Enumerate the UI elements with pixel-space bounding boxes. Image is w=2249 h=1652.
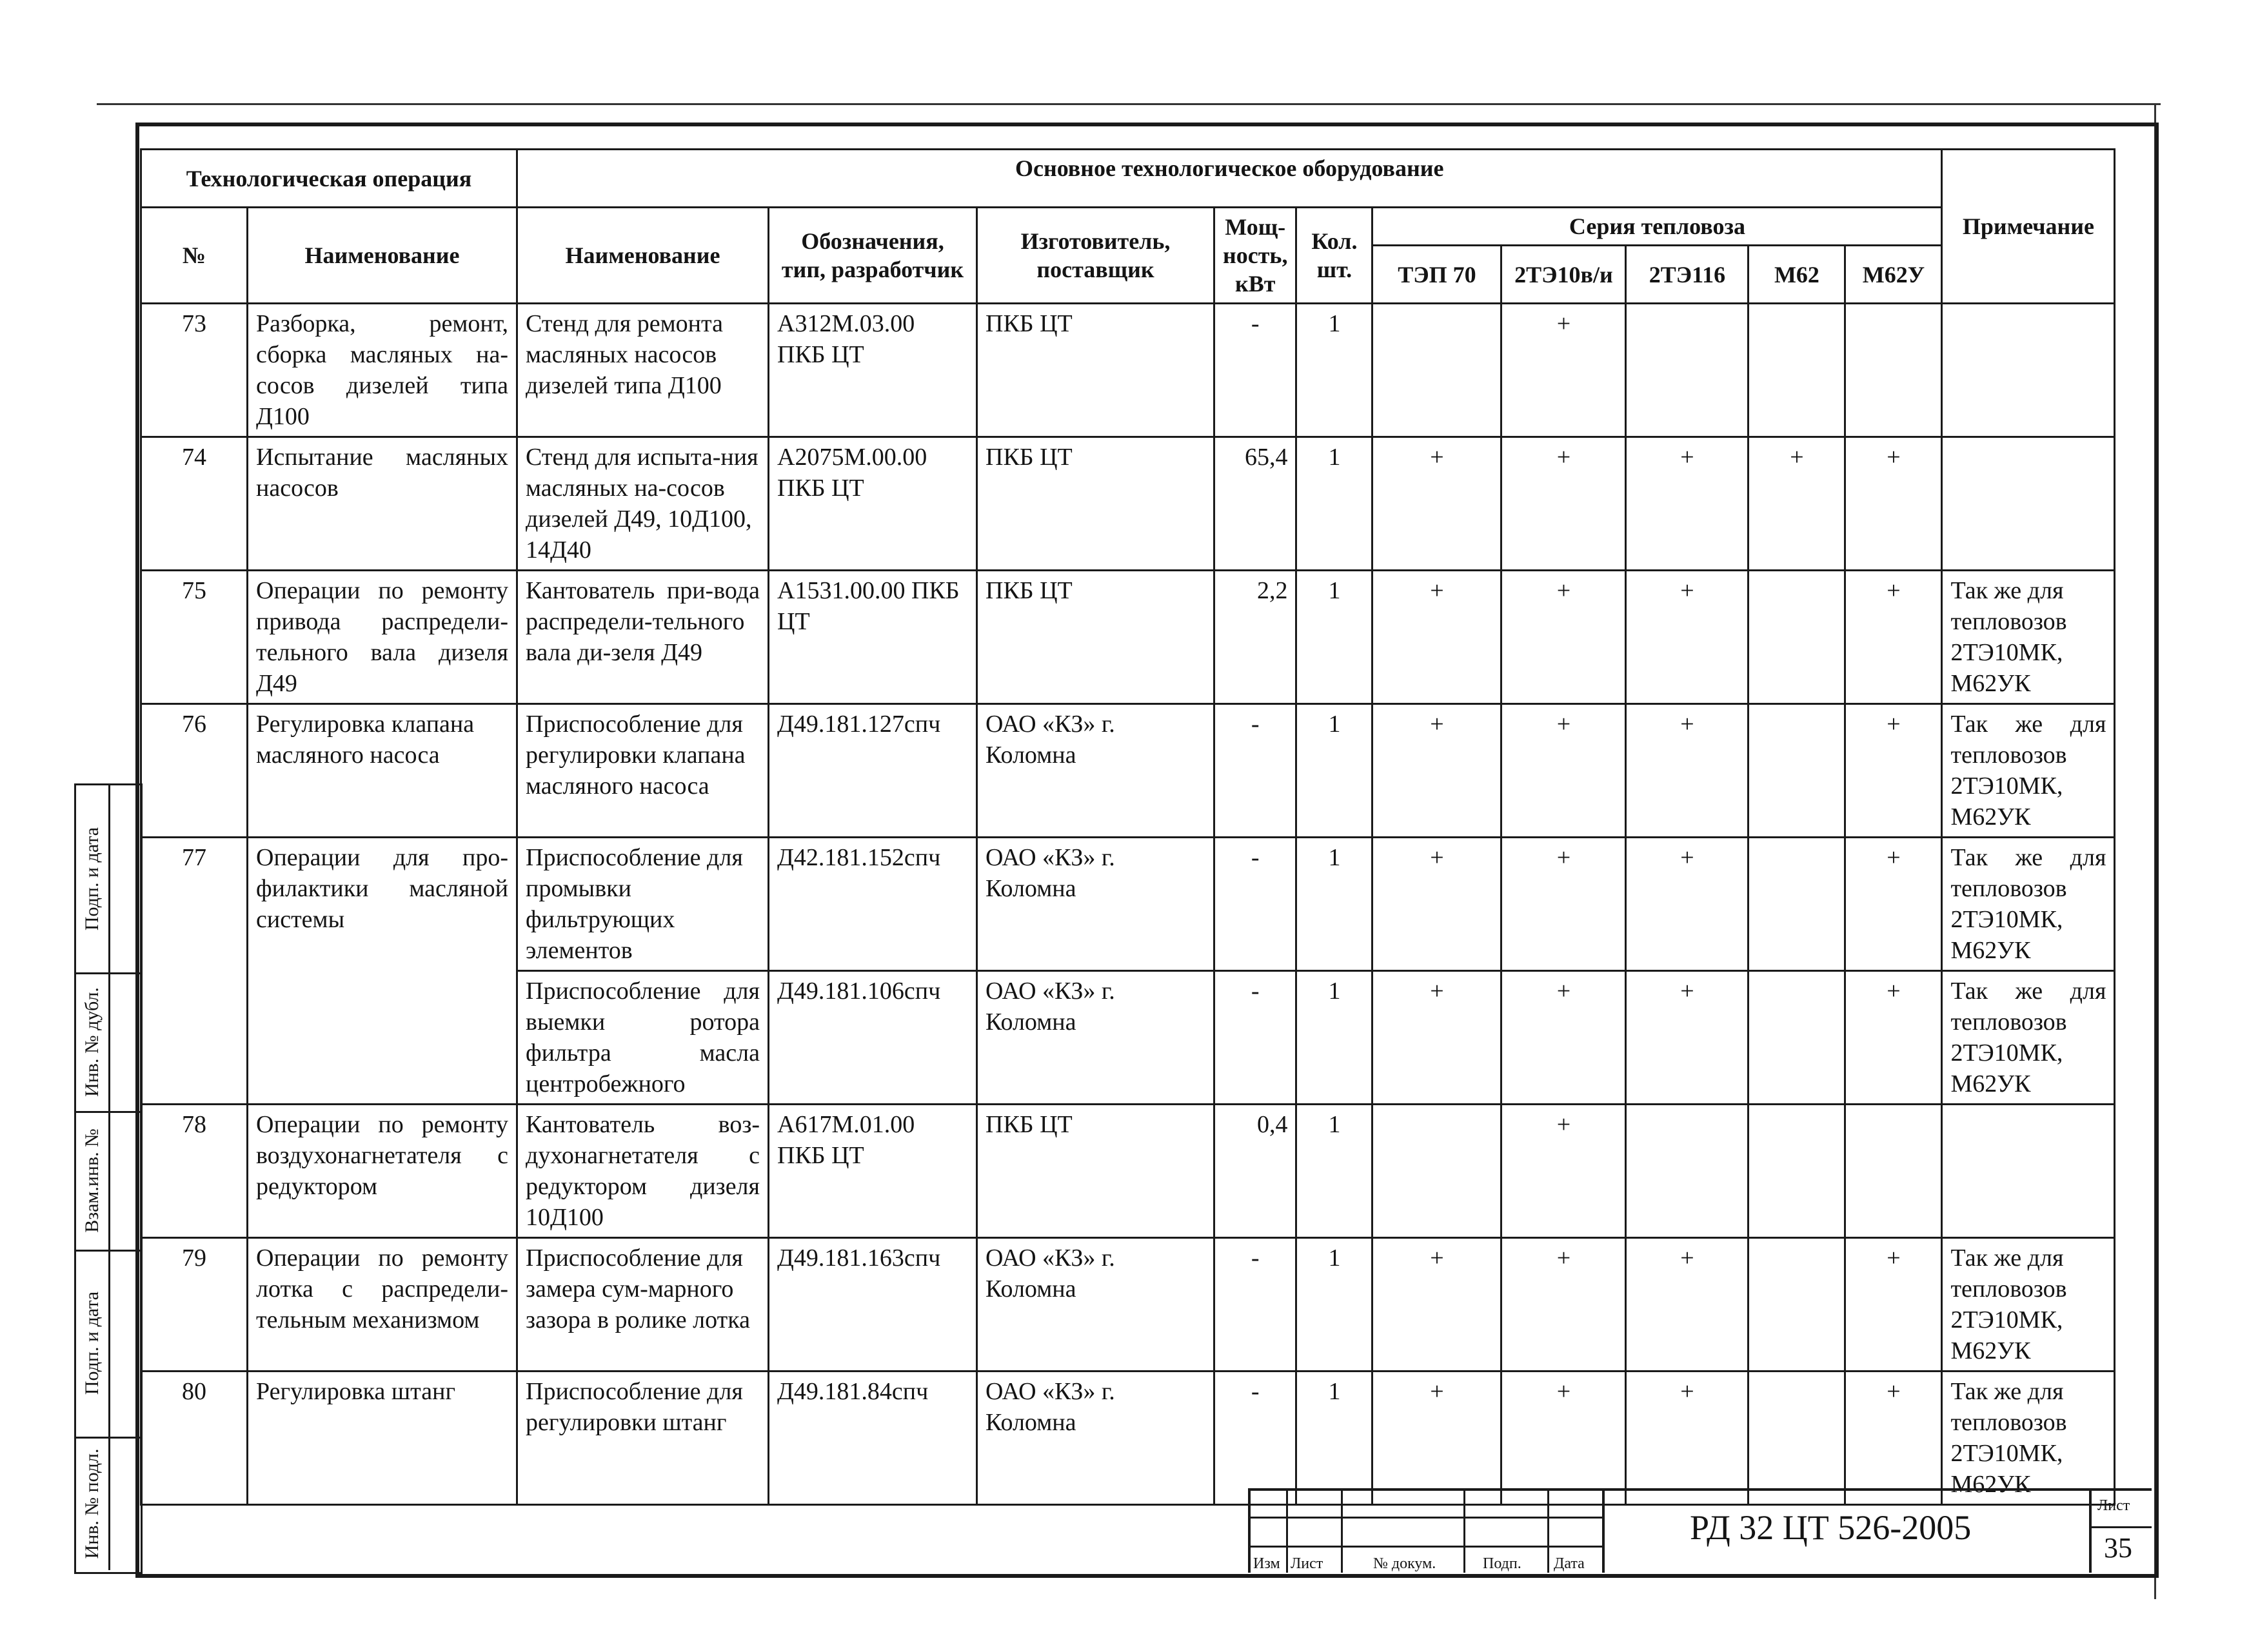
table-row: 77 Операции для про-филактики масляной системы Приспособление для промывки фильтрующих элементов Д42.181.152спч ОАО «КЗ» г. Коломна - 1 + + + + Так же для тепловозов 2ТЭ10МК, М62УК xyxy=(141,838,2115,971)
label-izm: Изм xyxy=(1253,1555,1280,1572)
header-series-group: Серия тепловоза xyxy=(1372,208,1942,246)
header-series-2te116: 2ТЭ116 xyxy=(1626,246,1749,304)
label-date: Дата xyxy=(1554,1555,1585,1572)
top-rule xyxy=(97,103,2161,105)
header-eq-name: Наименование xyxy=(517,208,769,304)
sheet-label: Лист xyxy=(2097,1497,2130,1514)
header-equipment-group: Основное технологическое оборудование xyxy=(517,150,1942,208)
label-podp: Подп. xyxy=(1483,1555,1521,1572)
table-row: 74 Испытание масляных насосов Стенд для испыта-ния масляных на-сосов дизелей Д49, 10Д100, 14Д40 А2075М.00.00 ПКБ ЦТ ПКБ ЦТ 65,4 1 + + + + + xyxy=(141,437,2115,571)
label-doc: № докум. xyxy=(1373,1555,1436,1572)
header-series-tep70: ТЭП 70 xyxy=(1372,246,1501,304)
table-row: 78 Операции по ремонту воздухонагнетателя с редуктором Кантователь воз-духонагнетателя с редуктором дизеля 10Д100 А617М.01.00 ПКБ ЦТ ПКБ ЦТ 0,4 1 + xyxy=(141,1105,2115,1238)
header-op-name: Наименование xyxy=(248,208,517,304)
header-operation-group: Технологическая операция xyxy=(141,150,517,208)
table-row: 79 Операции по ремонту лотка с распредели-тельным механизмом Приспособление для замера сум-марного зазора в ролике лотка Д49.181.163спч ОАО «КЗ» г. Коломна - 1 + + + + Так же для тепловозов 2ТЭ10МК, М62УК xyxy=(141,1238,2115,1372)
table-row: 75 Операции по ремонту привода распредели-тельного вала дизеля Д49 Кантователь при-вода распредели-тельного вала ди-зеля Д49 А1531.00.00 ПКБ ЦТ ПКБ ЦТ 2,2 1 + + + + Так же для тепловозов 2ТЭ10МК, М62УК xyxy=(141,571,2115,704)
header-series-2te10: 2ТЭ10в/и xyxy=(1501,246,1626,304)
header-series-m62u: М62У xyxy=(1845,246,1942,304)
table-row: 73 Разборка, ремонт, сборка масляных на-сосов дизелей типа Д100 Стенд для ремонта масляных насосов дизелей типа Д100 А312М.03.00 ПКБ ЦТ ПКБ ЦТ - 1 + xyxy=(141,304,2115,437)
side-approval-stamp: Подп. и дата Инв. № дубл. Взам.инв. № Подп. и дата Инв. № подл. xyxy=(74,783,143,1574)
table-row: Приспособление для выемки ротора фильтра масла центробежного Д49.181.106спч ОАО «КЗ» г. Коломна - 1 + + + + Так же для тепловозов 2ТЭ10МК, М62УК xyxy=(141,971,2115,1105)
table-row: 80 Регулировка штанг Приспособление для регулировки штанг Д49.181.84спч ОАО «КЗ» г. Коломна - 1 + + + + Так же для тепловозов 2ТЭ10МК, М62УК xyxy=(141,1372,2115,1505)
table-row: 76 Регулировка клапана масляного насоса Приспособление для регулировки клапана масляного насоса Д49.181.127спч ОАО «КЗ» г. Коломна - 1 + + + + Так же для тепловозов 2ТЭ10МК, М62УК xyxy=(141,704,2115,838)
document-code: РД 32 ЦТ 526-2005 xyxy=(1690,1508,1972,1547)
header-qty: Кол. шт. xyxy=(1296,208,1372,304)
equipment-table xyxy=(140,148,2115,1506)
header-note: Примечание xyxy=(1942,150,2115,304)
header-manufacturer: Изготовитель, поставщик xyxy=(977,208,1214,304)
header-num: № xyxy=(141,208,248,304)
header-designation: Обозначения, тип, разработчик xyxy=(769,208,977,304)
header-series-m62: М62 xyxy=(1749,246,1845,304)
label-list: Лист xyxy=(1291,1555,1323,1572)
header-power: Мощ-ность, кВт xyxy=(1214,208,1296,304)
sheet-number: 35 xyxy=(2104,1532,2132,1564)
